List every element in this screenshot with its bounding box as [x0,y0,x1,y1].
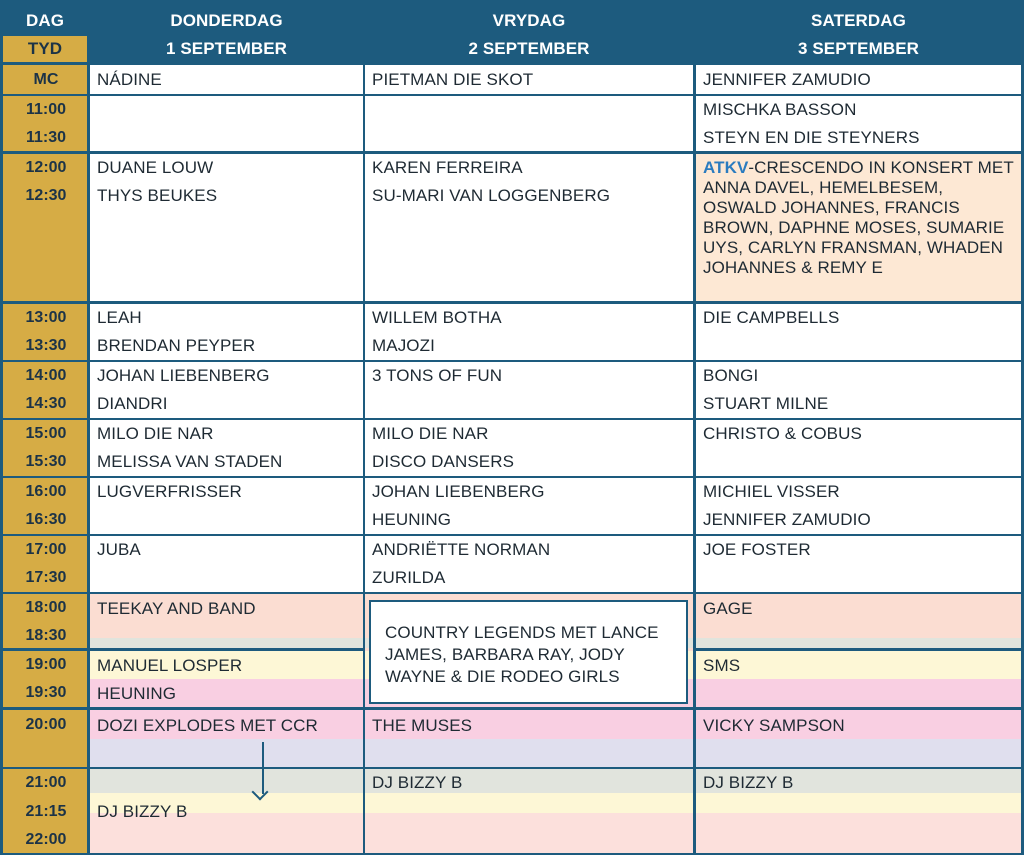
time-label: 17:30 [25,569,67,586]
time-label: 13:30 [25,337,67,354]
atkv-concert-text [703,158,1015,278]
performer-name: DIANDRI [97,394,168,413]
slot-friday-15 [365,420,693,476]
time-cell-19 [3,651,87,707]
performer-name: STUART MILNE [703,394,829,413]
time-cell-15 [3,420,87,476]
slot-saturday-13 [696,304,1021,360]
band-stripe [90,739,363,767]
dag-label: DAG [25,11,65,30]
performer-name: BONGI [703,366,759,385]
time-cell-16 [3,478,87,534]
time-cell-21 [3,769,87,853]
mc-cell-friday [365,65,693,94]
slot-friday-20 [365,710,693,767]
performer-name: ANDRIËTTE NORMAN [372,540,551,559]
performer-name: JUBA [97,540,141,559]
day-header-saturday [696,6,1021,62]
slot-saturday-20 [696,710,1021,767]
country-legends-box [369,600,688,704]
performer-name: MILO DIE NAR [97,424,214,443]
time-label: 11:30 [25,129,67,146]
time-label: 16:30 [25,511,67,528]
day-name: VRYDAG [492,11,566,30]
performer-name: STEYN EN DIE STEYNERS [703,128,920,147]
performer-name: COUNTRY LEGENDS MET LANCE JAMES, BARBARA RAY, JODY WAYNE & DIE RODEO GIRLS [385,623,659,686]
day-header-friday [365,6,693,62]
performer-name: MAJOZI [372,336,435,355]
time-cell-20 [3,710,87,767]
time-label: 15:00 [25,425,67,442]
performer-name: SMS [703,656,741,675]
time-label: 19:00 [25,656,67,673]
mc-cell-thursday [90,65,363,94]
performer-name: DOZI EXPLODES MET CCR [97,716,318,735]
performer-name: LEAH [97,308,142,327]
slot-thursday-21 [90,769,363,853]
slot-saturday-14 [696,362,1021,418]
band-stripe [90,638,363,648]
performer-name: 3 TONS OF FUN [372,366,503,385]
performer-name: PIETMAN DIE SKOT [372,70,534,89]
dag-header-cell [3,6,87,36]
slot-saturday-17 [696,536,1021,592]
slot-friday-21 [365,769,693,853]
time-label: 21:15 [25,803,67,820]
band-stripe [365,793,693,813]
performer-name: DJ BIZZY B [372,773,463,792]
time-label: 21:00 [25,774,67,791]
time-label: 22:00 [25,831,67,848]
performer-name: WILLEM BOTHA [372,308,502,327]
performer-name: VICKY SAMPSON [703,716,845,735]
atkv-concert-details: -CRESCENDO IN KONSERT MET ANNA DAVEL, HEMELBESEM, OSWALD JOHANNES, FRANCIS BROWN, DAPHNE MOSES, SUMARIE UYS, CARLYN FRANSMAN, WHADEN JOHANNES & REMY E [703,158,1014,277]
band-stripe [696,813,1021,853]
day-date: 1 SEPTEMBER [165,39,288,58]
slot-friday-17 [365,536,693,592]
time-cell-18 [3,594,87,648]
slot-saturday-18 [696,594,1021,648]
time-cell-11 [3,96,87,151]
performer-name: MELISSA VAN STADEN [97,452,283,471]
performer-name: TEEKAY AND BAND [97,599,256,618]
time-cell-12 [3,154,87,301]
time-cell-14 [3,362,87,418]
slot-thursday-16 [90,478,363,534]
time-label: 20:00 [25,716,67,733]
performer-name: HEUNING [372,510,452,529]
tyd-label: TYD [27,39,63,58]
slot-saturday-15 [696,420,1021,476]
time-label: 19:30 [25,684,67,701]
performer-name: DIE CAMPBELLS [703,308,840,327]
slot-saturday-21 [696,769,1021,853]
performer-name: DUANE LOUW [97,158,214,177]
time-label: 13:00 [25,309,67,326]
time-label: 12:00 [25,159,67,176]
time-cell-mc [3,65,87,94]
performer-name: DJ BIZZY B [703,773,794,792]
time-label: 18:30 [25,627,67,644]
time-label: 11:00 [25,101,67,118]
time-label: 14:30 [25,395,67,412]
performer-name: THE MUSES [372,716,473,735]
band-stripe [696,638,1021,648]
slot-thursday-19 [90,651,363,707]
slot-thursday-17 [90,536,363,592]
day-name: DONDERDAG [170,11,283,30]
slot-saturday-16 [696,478,1021,534]
performer-name: GAGE [703,599,753,618]
atkv-brand: ATKV [703,158,749,177]
tyd-header-cell [3,36,87,62]
performer-name: JOHAN LIEBENBERG [97,366,270,385]
time-cell-13 [3,304,87,360]
performer-name: THYS BEUKES [97,186,218,205]
band-stripe [365,739,693,767]
performer-name: NÁDINE [97,70,162,89]
time-cell-17 [3,536,87,592]
slot-saturday-12-atkv [696,154,1021,301]
performer-name: MICHIEL VISSER [703,482,840,501]
performer-name: MANUEL LOSPER [97,656,243,675]
time-label: 12:30 [25,187,67,204]
performer-name: DISCO DANSERS [372,452,515,471]
performer-name: MILO DIE NAR [372,424,489,443]
slot-thursday-11 [90,96,363,151]
slot-saturday-19 [696,651,1021,707]
slot-thursday-18 [90,594,363,648]
performer-name: JENNIFER ZAMUDIO [703,70,871,89]
mc-label: MC [33,71,59,88]
performer-name: HEUNING [97,684,177,703]
performer-name: DJ BIZZY B [97,802,188,821]
time-label: 15:30 [25,453,67,470]
performer-name: LUGVERFRISSER [97,482,242,501]
day-date: 2 SEPTEMBER [468,39,590,58]
time-label: 16:00 [25,483,67,500]
band-stripe [365,813,693,853]
performer-name: MISCHKA BASSON [703,100,857,119]
day-header-thursday [90,6,363,62]
day-date: 3 SEPTEMBER [797,39,920,58]
time-label: 14:00 [25,367,67,384]
performer-name: SU-MARI VAN LOGGENBERG [372,186,611,205]
band-stripe [696,793,1021,813]
slot-thursday-14 [90,362,363,418]
slot-friday-11 [365,96,693,151]
slot-friday-14 [365,362,693,418]
performer-name: JOE FOSTER [703,540,811,559]
slot-friday-12 [365,154,693,301]
slot-friday-13 [365,304,693,360]
slot-thursday-13 [90,304,363,360]
performer-name: KAREN FERREIRA [372,158,523,177]
performer-name: CHRISTO & COBUS [703,424,862,443]
time-label: 17:00 [25,541,67,558]
slot-saturday-11 [696,96,1021,151]
performer-name: BRENDAN PEYPER [97,336,256,355]
slot-thursday-20 [90,710,363,767]
performer-name: JENNIFER ZAMUDIO [703,510,871,529]
slot-friday-16 [365,478,693,534]
slot-thursday-12 [90,154,363,301]
performer-name: ZURILDA [372,568,446,587]
band-stripe [696,679,1021,707]
mc-cell-saturday [696,65,1021,94]
slot-thursday-15 [90,420,363,476]
band-stripe [696,739,1021,767]
time-label: 18:00 [25,599,67,616]
performer-name: JOHAN LIEBENBERG [372,482,545,501]
day-name: SATERDAG [811,11,906,30]
